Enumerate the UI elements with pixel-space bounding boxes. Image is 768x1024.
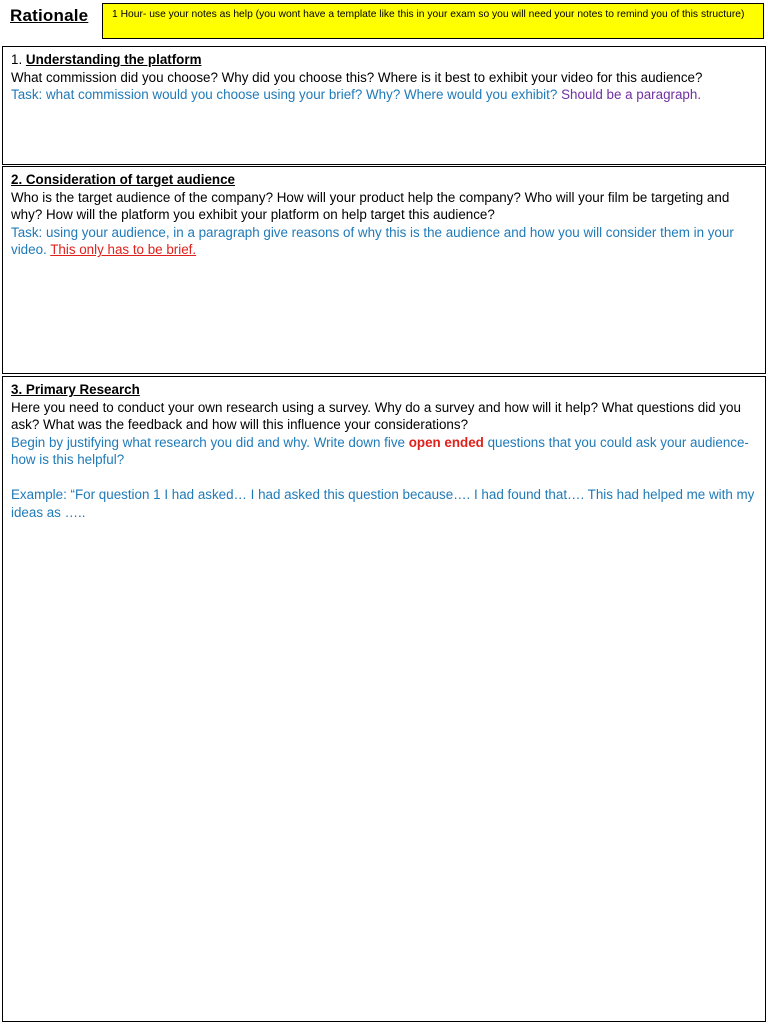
task-highlight: open ended — [408, 434, 484, 450]
task-label: Task: — [11, 87, 43, 102]
section-question: Who is the target audience of the company? How will your product help the company? Who will your film be targeting and why? How will the platform you exhibit your platform on help target this audience? — [11, 189, 730, 222]
task-line — [11, 434, 757, 469]
section-heading: 2. Consideration of target audience — [11, 172, 235, 187]
example-text: Example: “For question 1 I had asked… I had asked this question because…. I had found that…. This had helped me with my ideas as ….. — [11, 487, 755, 520]
task-text: using your audience, in a paragraph give reasons of why this is the audience and how you will consider them in your video. — [11, 224, 734, 257]
section-understanding-platform — [2, 46, 766, 165]
task-line — [11, 86, 757, 104]
section-target-audience — [2, 166, 766, 374]
section-heading: 3. Primary Research — [11, 382, 140, 397]
spacer — [11, 469, 757, 487]
section-primary-research — [2, 376, 766, 1022]
section-question: What commission did you choose? Why did you choose this? Where is it best to exhibit your video for this audience? — [11, 69, 703, 85]
section-question: Here you need to conduct your own research using a survey. Why do a survey and how will it help? What questions did you ask? What was the feedback and how will this influence your considerations? — [11, 399, 741, 432]
task-text: Begin by justifying what research you did and why. Write down five — [11, 434, 405, 450]
page-title: Rationale — [10, 6, 89, 25]
section-heading: Understanding the platform — [25, 52, 202, 67]
task-label: Task: — [11, 224, 43, 240]
task-line — [11, 224, 757, 259]
section-heading-line — [11, 51, 757, 69]
task-extra: Should be a paragraph. — [561, 87, 702, 102]
task-text: what commission would you choose using your brief? Why? Where would you exhibit? — [46, 87, 558, 102]
section-number: 1. — [11, 52, 23, 67]
task-text-continued: questions that you could ask your audience- how is this helpful? — [11, 434, 749, 467]
time-note: 1 Hour- use your notes as help (you wont have a template like this in your exam so you will need your notes to remind you of this structure) — [102, 3, 764, 39]
task-extra: This only has to be brief. — [50, 242, 197, 257]
